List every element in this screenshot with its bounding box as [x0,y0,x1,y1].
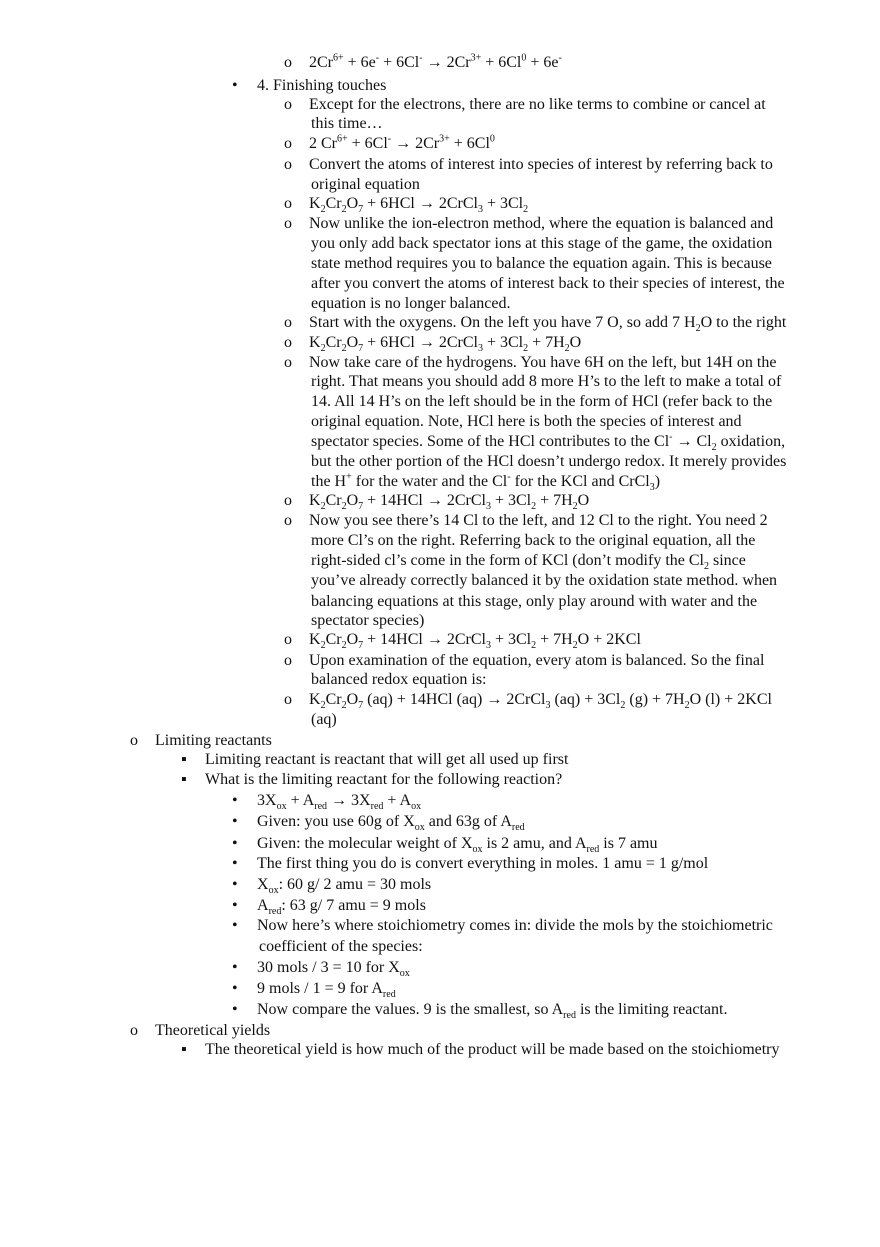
list-marker: • [232,792,238,809]
list-marker: o [284,334,292,351]
list-item-text: Start with the oxygens. On the left you have 7 O, so add 7 $H_2O$ to the right [309,314,787,335]
list-item-text: Now unlike the ion-electron method, where the equation is balanced and [309,215,774,232]
list-marker: • [232,77,238,94]
list-item-text: 9 mols / 1 = 9 for $A_{red}$ [257,980,396,1001]
list-marker: o [130,1022,138,1039]
list-item-text: but the other portion of the HCl doesn’t undergo redox. It merely provides [311,453,787,470]
list-marker: • [232,813,238,830]
list-marker: • [232,855,238,872]
list-marker: o [284,314,292,331]
list-item-text: Upon examination of the equation, every atom is balanced. So the final [309,652,765,669]
list-item-text: The theoretical yield is how much of the product will be made based on the stoichiometry [205,1041,780,1058]
list-item-text: you only add back spectator ions at this stage of the game, the oxidation [311,235,773,252]
list-marker: ▪ [181,751,187,768]
list-item-text: $A_{red}$: 63 g/ 7 amu = 9 mols [257,897,426,918]
list-marker: o [284,354,292,371]
list-item-text: Given: the molecular weight of $X_{ox}$ is 2 amu, and $A_{red}$ is 7 amu [257,835,658,856]
list-item-text: 30 mols / 3 = 10 for $X_{ox}$ [257,959,410,980]
list-marker: • [232,876,238,893]
list-item-text: Limiting reactant is reactant that will get all used up first [205,751,569,768]
list-item-text: Except for the electrons, there are no like terms to combine or cancel at [309,96,766,113]
list-item-text: The first thing you do is convert everything in moles. 1 amu = 1 g/mol [257,855,709,872]
list-marker: • [232,897,238,914]
list-item-text: 14. All 14 H’s on the left should be in the form of HCl (refer back to the [311,393,773,410]
list-item-text: 4. Finishing touches [257,77,387,94]
list-item-text: spectator species. Some of the HCl contributes to the $Cl^- \to Cl_2$ oxidation, [311,431,786,454]
list-item-text: state method requires you to balance the equation again. This is because [311,255,772,272]
list-item-text: more Cl’s on the right. Referring back to the original equation, all the [311,532,756,549]
list-marker: o [284,156,292,173]
section-heading: Theoretical yields [155,1022,271,1039]
equation-line: $2Cr^{6+} + 6e^- + 6Cl^- \to 2Cr^{3+} + 6Cl^0 + 6e^-$ [309,52,562,71]
equation-line: $K_2Cr_2O_7 + 14HCl$ → 2CrCl$_3$ + $3Cl_2 + 7H_2O + 2KCl$ [309,631,641,652]
equation-line: $K_2Cr_2O_7$ (aq) + 14HCl (aq) → 2CrCl$_3$ $(aq) + 3Cl_2$ $(g) + 7H_2O$ (l) + 2KCl [309,691,772,712]
list-item-text: this time… [311,115,383,132]
list-item-text: the H+ for the water and the Cl- for the KCl and CrCl$_3$) [311,471,661,494]
list-item-text: Now you see there’s 14 Cl to the left, and 12 Cl to the right. You need 2 [309,512,768,529]
list-item-text: Now take care of the hydrogens. You have 6H on the left, but 14H on the [309,354,777,371]
list-marker: o [284,135,292,152]
equation-line: $3X_{ox} + A_{red} \to 3X_{red} + A_{ox}$ [257,792,422,813]
section-heading: Limiting reactants [155,732,272,749]
list-item-text: Convert the atoms of interest into species of interest by referring back to [309,156,773,173]
equation-line: 2 $Cr^{6+} + 6Cl^- \to 2Cr^{3+} + 6Cl^0$ [309,133,495,152]
list-item-text: balanced redox equation is: [311,671,487,688]
equation-line: $K_2Cr_2O_7 + 6HCl$ → 2CrCl$_3$ + $3Cl_2$ [309,195,529,216]
list-item-text: What is the limiting reactant for the following reaction? [205,771,563,788]
list-marker: o [284,492,292,509]
list-marker: ▪ [181,1041,187,1058]
equation-line: $K_2Cr_2O_7 + 6HCl$ → 2CrCl$_3$ + $3Cl_2 + 7H_2O$ [309,334,582,355]
list-marker: o [284,631,292,648]
list-marker: • [232,980,238,997]
list-marker: o [284,195,292,212]
list-item-text: coefficient of the species: [259,938,423,955]
list-item-text: Now here’s where stoichiometry comes in: divide the mols by the stoichiometric [257,917,773,934]
list-item-text: Given: you use 60g of $X_{ox}$ and 63g of $A_{red}$ [257,813,525,834]
list-item-text: Now compare the values. 9 is the smallest, so $A_{red}$ is the limiting reactant. [257,1001,728,1022]
list-item-text: you’ve already correctly balanced it by the oxidation state method. when [311,572,778,589]
list-item-text: right. That means you should add 8 more H’s to the left to make a total of [311,373,782,390]
list-marker: • [232,1001,238,1018]
list-item-text: balancing equations at this stage, only play around with water and the [311,593,758,610]
equation-line: $K_2Cr_2O_7 + 14HCl$ → 2CrCl$_3$ + $3Cl_2 + 7H_2O$ [309,492,590,513]
list-marker: • [232,835,238,852]
list-marker: o [284,215,292,232]
list-item-text: original equation. Note, HCl here is both the species of interest and [311,413,742,430]
list-item-text: spectator species) [311,612,425,629]
list-item-text: after you convert the atoms of interest back to their species of interest, the [311,275,785,292]
list-item-text: right-sided cl’s come in the form of KCl (don’t modify the $Cl_2$ since [311,552,746,573]
list-item-text: original equation [311,176,420,193]
list-marker: o [284,691,292,708]
list-marker: ▪ [181,771,187,788]
list-marker: • [232,917,238,934]
list-marker: o [284,54,292,71]
list-marker: o [284,96,292,113]
list-marker: o [284,512,292,529]
list-item-text: equation is no longer balanced. [311,295,511,312]
list-marker: o [130,732,138,749]
list-marker: o [284,652,292,669]
list-marker: • [232,959,238,976]
list-item-text: (aq) [311,711,337,728]
list-item-text: $X_{ox}$: 60 g/ 2 amu = 30 mols [257,876,432,897]
